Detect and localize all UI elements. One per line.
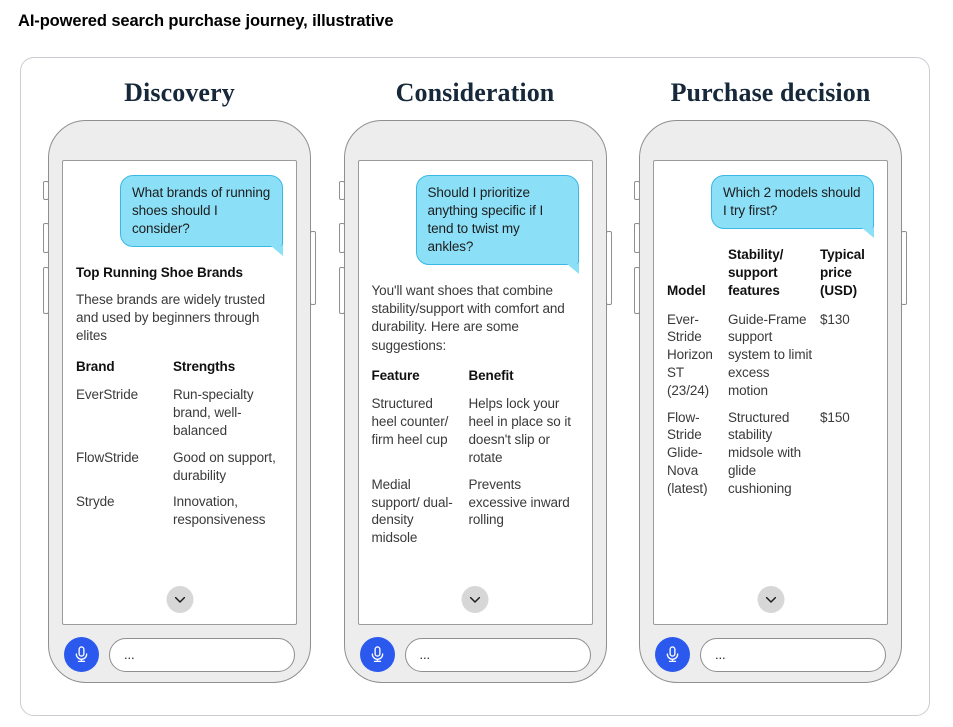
table-row xyxy=(76,377,283,439)
table-header: Typical price (USD) xyxy=(820,247,865,298)
user-message-row xyxy=(667,175,874,229)
table-header-row xyxy=(667,246,874,301)
table-row xyxy=(76,440,283,485)
table-cell: Good on support, durability xyxy=(173,449,276,483)
answer-heading: Top Running Shoe Brands xyxy=(76,265,243,281)
phone-mockup xyxy=(48,120,311,683)
chevron-down-icon xyxy=(468,592,483,607)
table-header-row xyxy=(372,367,579,387)
table-header: Brand xyxy=(76,358,115,374)
message-input[interactable] xyxy=(109,638,295,672)
table-row xyxy=(667,400,874,498)
table-header: Benefit xyxy=(468,367,514,383)
mic-button[interactable] xyxy=(655,637,690,672)
table-cell: Medial support/ dual-density midsole xyxy=(371,476,453,546)
table-header: Strengths xyxy=(173,358,236,374)
stage-columns xyxy=(21,58,929,683)
table-cell: Run-specialty brand, well-balanced xyxy=(173,387,254,438)
phone-side-button xyxy=(43,267,49,314)
answer-text: You'll want shoes that combine stability/support with comfort and durability. Here are some suggestions: xyxy=(371,283,565,353)
phone-screen xyxy=(358,160,593,625)
phone-side-button xyxy=(339,223,345,253)
phone-side-button xyxy=(901,231,907,305)
user-message-row xyxy=(76,175,283,247)
mic-button[interactable] xyxy=(64,637,99,672)
mic-icon xyxy=(663,645,682,664)
chevron-down-icon xyxy=(172,592,187,607)
mic-button[interactable] xyxy=(360,637,395,672)
table-row xyxy=(372,467,579,547)
message-input[interactable] xyxy=(405,638,591,672)
stage-title: Purchase decision xyxy=(670,78,871,107)
scroll-down-button[interactable] xyxy=(757,586,784,613)
message-input-placeholder: ... xyxy=(124,647,135,662)
table-cell: Ever-Stride Horizon ST (23/24) xyxy=(667,311,713,398)
scroll-down-button[interactable] xyxy=(166,586,193,613)
stage-column-purchase-decision xyxy=(639,78,902,683)
table-cell: Guide-Frame support system to limit excess motion xyxy=(728,311,813,398)
input-bar xyxy=(345,637,606,672)
stage-column-discovery xyxy=(48,78,311,683)
table-cell: Flow-Stride Glide-Nova (latest) xyxy=(667,409,708,496)
answer-text: These brands are widely trusted and used by beginners through elites xyxy=(76,292,265,344)
user-chat-bubble: Should I prioritize anything specific if I tend to twist my ankles? xyxy=(416,175,579,265)
user-chat-bubble: What brands of running shoes should I consider? xyxy=(120,175,283,247)
table-header: Model xyxy=(667,282,706,298)
table-cell: Innovation, responsiveness xyxy=(173,494,266,528)
mic-icon xyxy=(368,645,387,664)
table-cell: $130 xyxy=(820,311,850,327)
brands-table xyxy=(76,358,283,530)
phone-side-button xyxy=(634,181,640,200)
table-cell: FlowStride xyxy=(76,449,139,465)
table-row xyxy=(667,302,874,400)
phone-side-button xyxy=(310,231,316,305)
table-cell: $150 xyxy=(820,409,850,425)
table-cell: Helps lock your heel in place so it doesn't slip or rotate xyxy=(468,396,571,465)
table-cell: Structured heel counter/ firm heel cup xyxy=(371,396,449,448)
journey-card xyxy=(20,57,930,716)
phone-screen xyxy=(62,160,297,625)
stage-title: Discovery xyxy=(124,78,235,107)
message-input[interactable] xyxy=(700,638,886,672)
table-header-row xyxy=(76,358,283,378)
table-header: Feature xyxy=(371,367,420,383)
phone-mockup xyxy=(344,120,607,683)
input-bar xyxy=(49,637,310,672)
phone-side-button xyxy=(339,181,345,200)
table-row xyxy=(372,386,579,466)
scroll-down-button[interactable] xyxy=(462,586,489,613)
phone-side-button xyxy=(43,223,49,253)
mic-icon xyxy=(72,645,91,664)
user-chat-bubble: Which 2 models should I try first? xyxy=(711,175,874,229)
phone-side-button xyxy=(339,267,345,314)
table-header: Stability/ support features xyxy=(728,247,784,298)
models-table xyxy=(667,246,874,498)
phone-mockup xyxy=(639,120,902,683)
input-bar xyxy=(640,637,901,672)
phone-side-button xyxy=(43,181,49,200)
phone-side-button xyxy=(634,223,640,253)
table-cell: Stryde xyxy=(76,494,115,510)
stage-column-consideration xyxy=(344,78,607,683)
chevron-down-icon xyxy=(763,592,778,607)
table-row xyxy=(76,484,283,529)
user-message-row xyxy=(372,175,579,265)
phone-side-button xyxy=(634,267,640,314)
table-cell: EverStride xyxy=(76,387,139,403)
table-cell: Prevents excessive inward rolling xyxy=(468,476,570,528)
phone-screen xyxy=(653,160,888,625)
message-input-placeholder: ... xyxy=(715,647,726,662)
message-input-placeholder: ... xyxy=(419,647,431,662)
table-cell: Structured stability midsole with glide cushioning xyxy=(728,409,802,496)
phone-side-button xyxy=(606,231,612,305)
page-title: AI-powered search purchase journey, illustrative xyxy=(18,12,394,30)
features-table xyxy=(372,367,579,547)
stage-title: Consideration xyxy=(395,78,555,107)
